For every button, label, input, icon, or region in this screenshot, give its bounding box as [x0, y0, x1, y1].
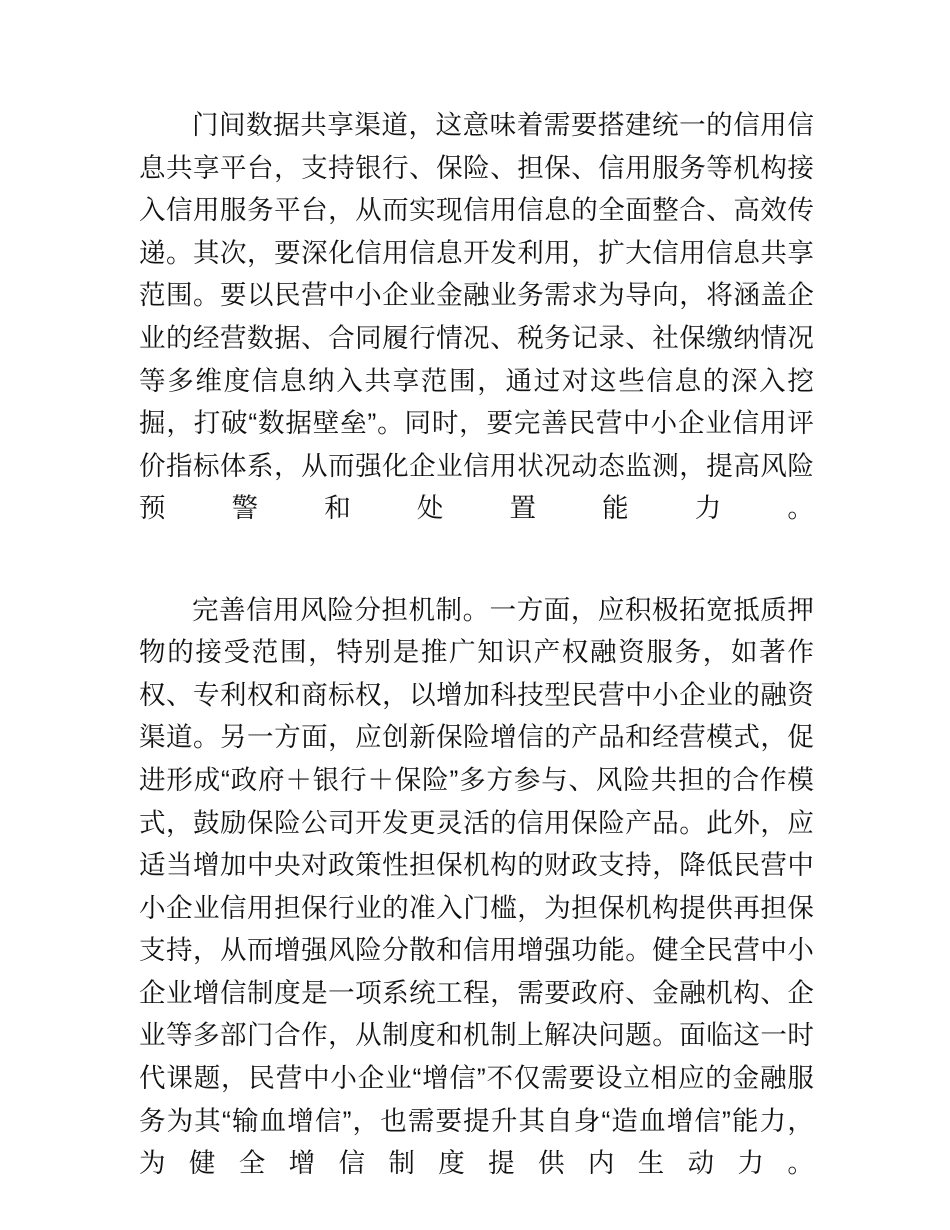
document-body	[139, 104, 814, 1227]
paragraph-1: 门间数据共享渠道，这意味着需要搭建统一的信用信息共享平台，支持银行、保险、担保、信用服务等机构接入信用服务平台，从而实现信用信息的全面整合、高效传递。其次，要深化信用信息开发利用，扩大信用信息共享范围。要以民营中小企业金融业务需求为导向，将涵盖企业的经营数据、合同履行情况、税务记录、社保缴纳情况等多维度信息纳入共享范围，通过对这些信息的深入挖掘，打破“数据壁垒”。同时，要完善民营中小企业信用评价指标体系，从而强化企业信用状况动态监测，提高风险预警和处置能力。	[139, 110, 814, 524]
paragraph-2: 完善信用风险分担机制。一方面，应积极拓宽抵质押物的接受范围，特别是推广知识产权融资服务，如著作权、专利权和商标权，以增加科技型民营中小企业的融资渠道。另一方面，应创新保险增信的产品和经营模式，促进形成“政府＋银行＋保险”多方参与、风险共担的合作模式，鼓励保险公司开发更灵活的信用保险产品。此外，应适当增加中央对政策性担保机构的财政支持，降低民营中小企业信用担保行业的准入门槛，为担保机构提供再担保支持，从而增强风险分散和信用增强功能。健全民营中小企业增信制度是一项系统工程，需要政府、金融机构、企业等多部门合作，从制度和机制上解决问题。面临这一时代课题，民营中小企业“增信”不仅需要设立相应的金融服务为其“输血增信”，也需要提升其自身“造血增信”能力，为健全增信制度提供内生动力。	[139, 594, 814, 1179]
